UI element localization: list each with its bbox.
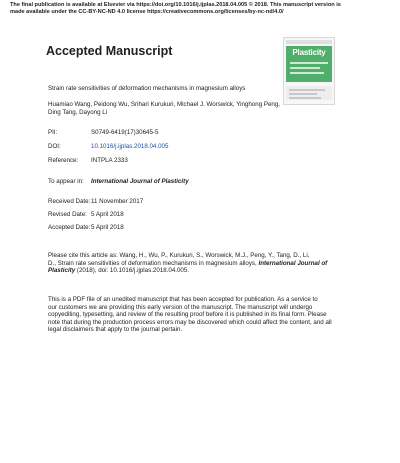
disclaimer-line: our customers we are providing this early version of the manuscript. The manuscript will undergo — [48, 303, 313, 311]
citation-journal: Plasticity — [48, 267, 76, 275]
cover-decoration — [290, 67, 320, 69]
revised-date-label: Revised Date: — [48, 211, 87, 218]
disclaimer-line: copyediting, typesetting, and review of the resulting proof before it is published in its final form. Please — [48, 311, 327, 319]
cover-header-bar — [286, 40, 332, 44]
doi-link[interactable]: 10.1016/j.ijplas.2018.04.005 — [91, 143, 169, 150]
citation-line — [48, 267, 360, 275]
cover-decoration — [290, 72, 324, 74]
cover-footer — [286, 86, 332, 100]
pii-value: S0749-6419(17)30645-5 — [91, 129, 159, 136]
disclaimer-line: This is a PDF file of an unedited manuscript that has been accepted for publication. As a service to — [48, 296, 318, 303]
cover-title-band — [286, 46, 332, 82]
citation-text: D., Strain rate sensitivities of deformation mechanisms in magnesium alloys, — [48, 259, 259, 267]
journal-name: International Journal of Plasticity — [91, 178, 189, 185]
journal-cover-thumbnail — [283, 37, 335, 105]
page-title: Accepted Manuscript — [46, 44, 173, 58]
license-notice — [10, 2, 390, 16]
received-date-value: 11 November 2017 — [91, 198, 144, 205]
license-notice-line: made available under the CC-BY-NC-ND 4.0 license https://creativecommons.org/licenses/by-nc-nd/4.0/ — [10, 9, 284, 16]
revised-date-value: 5 April 2018 — [91, 211, 124, 218]
license-notice-line: The final publication is available at Elsevier via https://doi.org/10.1016/j.ijplas.2018.04.005 © 2018. This manuscript version is — [10, 2, 341, 8]
article-title: Strain rate sensitivities of deformation mechanisms in magnesium alloys — [48, 85, 246, 92]
reference-label: Reference: — [48, 157, 79, 164]
citation-text: (2018), doi: 10.1016/j.ijplas.2018.04.005. — [75, 267, 190, 275]
citation-paragraph — [48, 252, 360, 275]
accepted-date-value: 5 April 2018 — [91, 224, 124, 231]
citation-line — [48, 260, 360, 268]
citation-journal: International Journal of — [258, 259, 328, 267]
appear-in-label: To appear in: — [48, 178, 84, 185]
accepted-date-label: Accepted Date: — [48, 224, 91, 231]
disclaimer-paragraph — [48, 296, 360, 334]
author-list — [48, 101, 288, 116]
pii-label: PII: — [48, 129, 58, 136]
disclaimer-line: legal disclaimers that apply to the journal pertain. — [48, 326, 183, 334]
author-line: Huamiao Wang, Peidong Wu, Srihari Kurukuri, Michael J. Worswick, Yinghong Peng, — [48, 101, 281, 108]
citation-line: Please cite this article as: Wang, H., Wu, P., Kurukuri, S., Worswick, M.J., Peng, Y., Tang, D., Li, — [48, 252, 310, 259]
journal-logo: Plasticity — [292, 48, 326, 57]
doi-label: DOI: — [48, 143, 61, 150]
disclaimer-line: note that during the production process errors may be discovered which could affect the content, and all — [48, 318, 332, 326]
received-date-label: Received Date: — [48, 198, 91, 205]
reference-value: INTPLA 2333 — [91, 157, 128, 164]
cover-decoration — [290, 62, 328, 64]
author-line: Ding Tang, Dayong Li — [48, 108, 108, 116]
